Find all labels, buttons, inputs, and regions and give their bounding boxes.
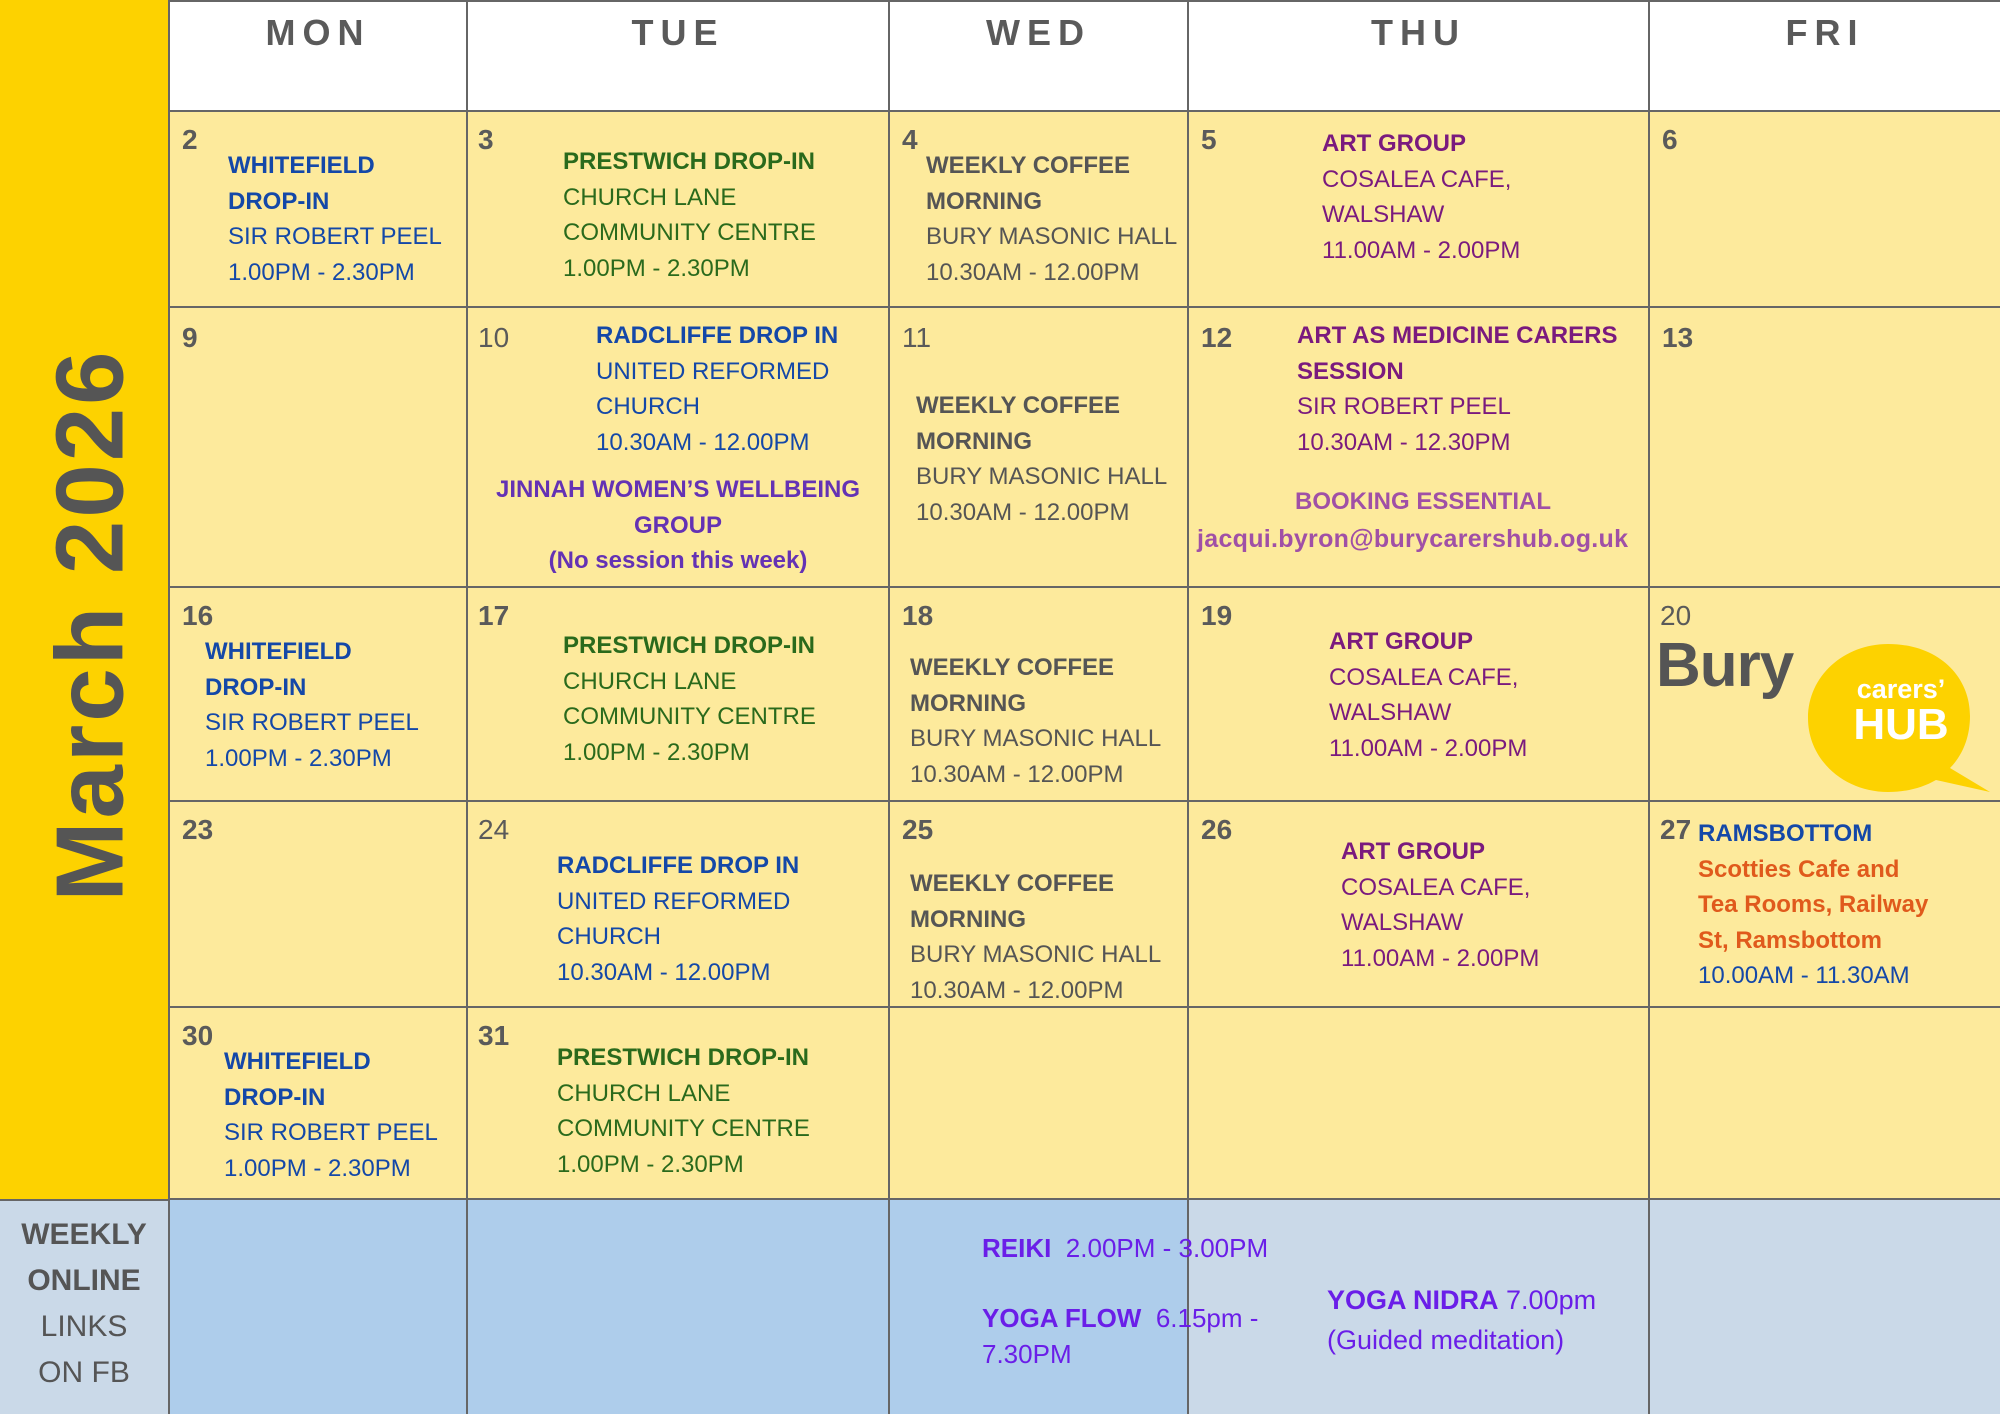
event-title: JINNAH WOMEN’S WELLBEING — [496, 476, 860, 503]
event-location: COMMUNITY CENTRE — [563, 219, 816, 246]
event-location: COSALEA CAFE, — [1341, 873, 1531, 901]
day-cell-24 — [468, 802, 890, 1008]
day-number: 18 — [902, 600, 934, 631]
event-art-group — [1329, 624, 1527, 766]
event-jinnah-womens-wellbeing — [468, 472, 888, 579]
online-label-line1: WEEKLY — [21, 1218, 147, 1251]
event-location: SIR ROBERT PEEL — [228, 223, 442, 250]
event-location: UNITED REFORMED — [596, 357, 830, 385]
event-location: UNITED REFORMED — [557, 887, 791, 915]
event-title: RADCLIFFE DROP IN — [596, 322, 839, 349]
event-location: WALSHAW — [1329, 699, 1452, 726]
event-location: SIR ROBERT PEEL — [205, 709, 419, 736]
carers-logo-line: carers’ — [1856, 674, 1946, 704]
day-number: 17 — [478, 600, 510, 631]
event-time: 1.00PM - 2.30PM — [563, 254, 750, 282]
event-location: CHURCH LANE — [557, 1079, 731, 1107]
day-number: 20 — [1660, 600, 1692, 631]
event-title: WEEKLY COFFEE — [910, 870, 1115, 897]
online-label-line2: ONLINE — [27, 1264, 141, 1297]
day-number: 19 — [1201, 600, 1233, 631]
event-title: DROP-IN — [205, 673, 307, 701]
empty-cell — [890, 1008, 1189, 1200]
event-title: MORNING — [926, 187, 1042, 215]
event-title: WEEKLY COFFEE — [910, 654, 1115, 681]
event-title: PRESTWICH DROP-IN — [557, 1044, 809, 1071]
event-title: WHITEFIELD — [228, 152, 375, 179]
event-title: ART AS MEDICINE CARERS — [1297, 322, 1618, 349]
yoga-flow-time-end: 7.30PM — [982, 1339, 1072, 1369]
day-cell-25 — [890, 802, 1189, 1008]
day-number: 10 — [478, 322, 510, 353]
day-cell-9 — [170, 308, 468, 588]
event-radcliffe-drop-in — [557, 848, 799, 990]
event-art-as-medicine — [1297, 318, 1617, 460]
event-location: COSALEA CAFE, — [1329, 663, 1519, 691]
event-location: COMMUNITY CENTRE — [557, 1115, 810, 1142]
event-location: Scotties Cafe and — [1698, 855, 1900, 883]
event-title: ART GROUP — [1341, 838, 1485, 865]
event-location: WALSHAW — [1341, 909, 1464, 936]
yoga-flow-time: 6.15pm - — [1155, 1303, 1259, 1333]
event-weekly-coffee-morning — [916, 388, 1167, 530]
event-location: BURY MASONIC HALL — [926, 223, 1178, 250]
empty-cell — [1189, 1008, 1650, 1200]
event-time: 1.00PM - 2.30PM — [228, 258, 415, 286]
booking-essential-note: BOOKING ESSENTIAL — [1295, 488, 1552, 515]
day-number: 26 — [1201, 814, 1233, 845]
event-title: RADCLIFFE DROP IN — [557, 852, 800, 879]
day-number: 13 — [1662, 322, 1694, 353]
day-cell-6 — [1650, 112, 2000, 308]
day-cell-18 — [890, 588, 1189, 802]
event-time: 10.30AM - 12.00PM — [916, 498, 1130, 526]
online-cell-fri — [1650, 1200, 2000, 1414]
event-location: CHURCH LANE — [563, 667, 737, 695]
event-whitefield-drop-in — [205, 634, 419, 776]
event-location: BURY MASONIC HALL — [910, 725, 1162, 752]
event-time: 10.30AM - 12.00PM — [557, 958, 771, 986]
online-cell-tue — [468, 1200, 890, 1414]
grid-left-line — [168, 0, 170, 1414]
event-location: Tea Rooms, Railway — [1698, 891, 1929, 918]
event-time: 11.00AM - 2.00PM — [1329, 734, 1528, 762]
yoga-nidra-title: YOGA NIDRA — [1327, 1285, 1499, 1315]
event-location: WALSHAW — [1322, 201, 1445, 228]
online-yoga-nidra — [1327, 1280, 1596, 1360]
event-time: 1.00PM - 2.30PM — [563, 738, 750, 766]
day-number: 2 — [182, 124, 198, 155]
event-location: SIR ROBERT PEEL — [224, 1119, 438, 1146]
day-number: 24 — [478, 814, 510, 845]
event-radcliffe-drop-in — [596, 318, 838, 460]
event-time: 11.00AM - 2.00PM — [1341, 944, 1540, 972]
header-fri: FRI — [1650, 0, 2000, 112]
online-label-line3: LINKS — [40, 1310, 128, 1343]
day-cell-27 — [1650, 802, 2000, 1008]
event-weekly-coffee-morning — [910, 866, 1161, 1008]
event-title: ART GROUP — [1322, 130, 1466, 157]
header-thu: THU — [1189, 0, 1650, 112]
day-number: 27 — [1660, 814, 1692, 845]
day-cell-31 — [468, 1008, 890, 1200]
day-number: 12 — [1201, 322, 1233, 353]
yoga-flow-title: YOGA FLOW — [982, 1303, 1142, 1333]
day-cell-11 — [890, 308, 1189, 588]
yoga-nidra-time: 7.00pm — [1506, 1285, 1597, 1315]
sidebar-divider — [0, 1199, 170, 1201]
event-time: 1.00PM - 2.30PM — [224, 1154, 411, 1182]
event-whitefield-drop-in — [224, 1044, 438, 1186]
reiki-time: 2.00PM - 3.00PM — [1065, 1233, 1269, 1263]
day-cell-2 — [170, 112, 468, 308]
day-cell-17 — [468, 588, 890, 802]
day-number: 5 — [1201, 124, 1217, 155]
yoga-nidra-note: (Guided meditation) — [1327, 1325, 1565, 1355]
online-cell-mon — [170, 1200, 468, 1414]
day-cell-13 — [1650, 308, 2000, 588]
day-cell-20 — [1650, 588, 2000, 802]
day-cell-26 — [1189, 802, 1650, 1008]
event-location: COSALEA CAFE, — [1322, 165, 1512, 193]
event-title: PRESTWICH DROP-IN — [563, 148, 815, 175]
day-cell-30 — [170, 1008, 468, 1200]
event-ramsbottom — [1698, 816, 1928, 994]
online-reiki — [982, 1230, 1268, 1266]
header-mon: MON — [170, 0, 468, 112]
event-prestwich-drop-in — [557, 1040, 810, 1182]
header-tue: TUE — [468, 0, 890, 112]
online-yoga-flow — [982, 1300, 1258, 1372]
event-time: 10.30AM - 12.00PM — [910, 760, 1124, 788]
day-number: 25 — [902, 814, 934, 845]
event-time: 10.00AM - 11.30AM — [1698, 962, 1910, 989]
event-whitefield-drop-in — [228, 148, 442, 290]
event-time: 1.00PM - 2.30PM — [205, 744, 392, 772]
event-weekly-coffee-morning — [910, 650, 1161, 792]
event-location: COMMUNITY CENTRE — [563, 703, 816, 730]
header-wed: WED — [890, 0, 1189, 112]
event-time: 10.30AM - 12.30PM — [1297, 428, 1511, 456]
day-cell-5 — [1189, 112, 1650, 308]
weekly-online-label — [0, 1212, 168, 1396]
event-prestwich-drop-in — [563, 144, 816, 286]
event-time: 1.00PM - 2.30PM — [557, 1150, 744, 1178]
event-title: MORNING — [916, 427, 1032, 455]
event-prestwich-drop-in — [563, 628, 816, 770]
day-number: 31 — [478, 1020, 510, 1051]
event-title: RAMSBOTTOM — [1698, 820, 1873, 847]
event-title: ART GROUP — [1329, 628, 1473, 655]
event-title: WEEKLY COFFEE — [926, 152, 1131, 179]
event-title: SESSION — [1297, 357, 1404, 385]
event-title: WHITEFIELD — [224, 1048, 371, 1075]
event-location: BURY MASONIC HALL — [910, 941, 1162, 968]
empty-cell — [1650, 1008, 2000, 1200]
day-number: 23 — [182, 814, 214, 845]
event-location: CHURCH LANE — [563, 183, 737, 211]
event-time: 10.30AM - 12.00PM — [926, 258, 1140, 286]
event-art-group — [1341, 834, 1539, 976]
hub-logo-line: HUB — [1853, 700, 1949, 749]
event-title: MORNING — [910, 689, 1026, 717]
day-cell-19 — [1189, 588, 1650, 802]
bury-logo-word: Bury — [1656, 631, 1794, 700]
day-cell-3 — [468, 112, 890, 308]
day-cell-16 — [170, 588, 468, 802]
grid-top-line — [168, 0, 2000, 2]
day-number: 30 — [182, 1020, 214, 1051]
event-title: DROP-IN — [228, 187, 330, 215]
event-title: DROP-IN — [224, 1083, 326, 1111]
event-location: St, Ramsbottom — [1698, 926, 1883, 954]
event-location: BURY MASONIC HALL — [916, 463, 1168, 490]
day-number: 16 — [182, 600, 214, 631]
event-time: 11.00AM - 2.00PM — [1322, 236, 1521, 264]
day-cell-10 — [468, 308, 890, 588]
event-title: GROUP — [633, 511, 722, 539]
day-number: 9 — [182, 322, 198, 353]
event-title: MORNING — [910, 905, 1026, 933]
event-note: (No session this week) — [548, 547, 808, 574]
day-number: 6 — [1662, 124, 1678, 155]
event-title: WHITEFIELD — [205, 638, 352, 665]
event-location: CHURCH — [557, 923, 661, 950]
event-title: PRESTWICH DROP-IN — [563, 632, 815, 659]
event-time: 10.30AM - 12.00PM — [910, 976, 1124, 1004]
event-time: 10.30AM - 12.00PM — [596, 428, 810, 456]
reiki-title: REIKI — [982, 1233, 1052, 1263]
event-location: SIR ROBERT PEEL — [1297, 393, 1511, 420]
day-cell-4 — [890, 112, 1189, 308]
event-weekly-coffee-morning — [926, 148, 1177, 290]
day-cell-23 — [170, 802, 468, 1008]
event-title: WEEKLY COFFEE — [916, 392, 1121, 419]
event-location: CHURCH — [596, 393, 700, 420]
event-art-group — [1322, 126, 1520, 268]
day-number: 3 — [478, 124, 494, 155]
day-number: 11 — [902, 322, 932, 353]
day-cell-12 — [1189, 308, 1650, 588]
online-label-line4: ON FB — [38, 1356, 130, 1389]
month-title-text: March 2026 — [36, 348, 144, 902]
month-title — [36, 348, 144, 902]
booking-email-link[interactable]: jacqui.byron@burycarershub.og.uk — [1197, 525, 1629, 553]
day-number: 4 — [902, 124, 918, 155]
